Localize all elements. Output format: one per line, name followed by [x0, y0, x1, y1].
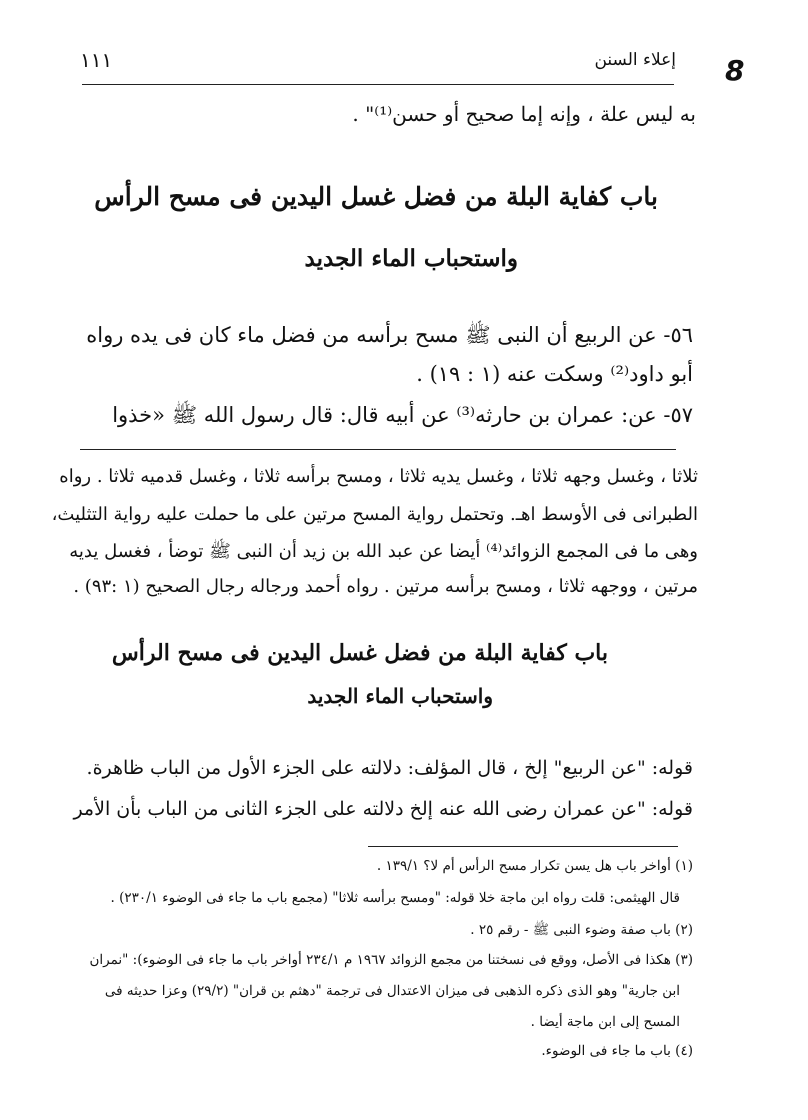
- continuation-line: وهى ما فى المجمع الزوائد⁽⁴⁾ أيضا عن عبد الله بن زيد أن النبى ﷺ توضأ ، فغسل يديه: [69, 541, 698, 562]
- footnote-line: (٤) باب ما جاء فى الوضوء.: [541, 1043, 693, 1059]
- commentary-chapter-title-line-1: باب كفاية البلة من فضل غسل اليدين فى مسح الرأس: [111, 640, 608, 666]
- text-divider: [80, 449, 676, 450]
- footnote-line: ابن جارية" وهو الذى ذكره الذهبى فى ميزان الاعتدال فى ترجمة "دهثم بن قران" (٢٩/٢) وعزا حديثه فى: [104, 983, 680, 999]
- continuation-line: ثلاثا ، وغسل وجهه ثلاثا ، وغسل يديه ثلاثا ، ومسح برأسه ثلاثا ، وغسل قدميه ثلاثا . رواه: [59, 466, 698, 487]
- hadith-line: ٥٦- عن الربيع أن النبى ﷺ مسح برأسه من فضل ماء كان فى يده رواه: [86, 323, 693, 347]
- handwritten-margin-note: 8: [725, 54, 745, 87]
- hadith-line: أبو داود⁽²⁾ وسكت عنه (١ : ١٩) .: [416, 362, 693, 386]
- page-number: ١١١: [80, 48, 113, 72]
- commentary-line: قوله: "عن عمران رضى الله عنه إلخ دلالته على الجزء الثانى من الباب بأن الأمر: [73, 798, 693, 820]
- continuation-line: مرتين ، ووجهه ثلاثا ، ومسح برأسه مرتين . رواه أحمد ورجاله رجال الصحيح (١ :٩٣) .: [73, 576, 698, 597]
- chapter-title-line-1: باب كفاية البلة من فضل غسل اليدين فى مسح الرأس: [94, 182, 658, 211]
- hadith-line: ٥٧- عن: عمران بن حارثه⁽³⁾ عن أبيه قال: قال رسول الله ﷺ «خذوا: [112, 403, 693, 427]
- book-title: إعلاء السنن: [594, 50, 676, 70]
- footnote-line: المسح إلى ابن ماجة أيضا .: [530, 1014, 680, 1030]
- commentary-line: قوله: "عن الربيع" إلخ ، قال المؤلف: دلالته على الجزء الأول من الباب ظاهرة.: [86, 757, 693, 779]
- header-divider: [82, 84, 674, 85]
- intro-line: به ليس علة ، وإنه إما صحيح أو حسن⁽¹⁾" .: [352, 102, 696, 126]
- footnote-line: قال الهيثمى: قلت رواه ابن ماجة خلا قوله: "ومسح برأسه ثلاثا" (مجمع باب ما جاء فى الوضوء ٢٣٠/١) .: [110, 890, 680, 906]
- footnote-divider: [368, 846, 678, 847]
- commentary-chapter-title-line-2: واستحباب الماء الجديد: [307, 684, 493, 708]
- footnote-line: (١) أواخر باب هل يسن تكرار مسح الرأس أم لا؟ ١٣٩/١ .: [376, 858, 693, 874]
- continuation-line: الطبرانى فى الأوسط اهـ. وتحتمل رواية المسح مرتين على ما حملت عليه رواية التثليث،: [51, 504, 698, 525]
- footnote-line: (٢) باب صفة وضوء النبى ﷺ - رقم ٢٥ .: [470, 922, 693, 938]
- page-header: [80, 42, 676, 82]
- footnote-line: (٣) هكذا فى الأصل، ووقع فى نسختنا من مجمع الزوائد ١٩٦٧ م ٢٣٤/١ أواخر باب ما جاء فى الوضوء): "نمران: [89, 952, 693, 968]
- chapter-title-line-2: واستحباب الماء الجديد: [304, 245, 518, 272]
